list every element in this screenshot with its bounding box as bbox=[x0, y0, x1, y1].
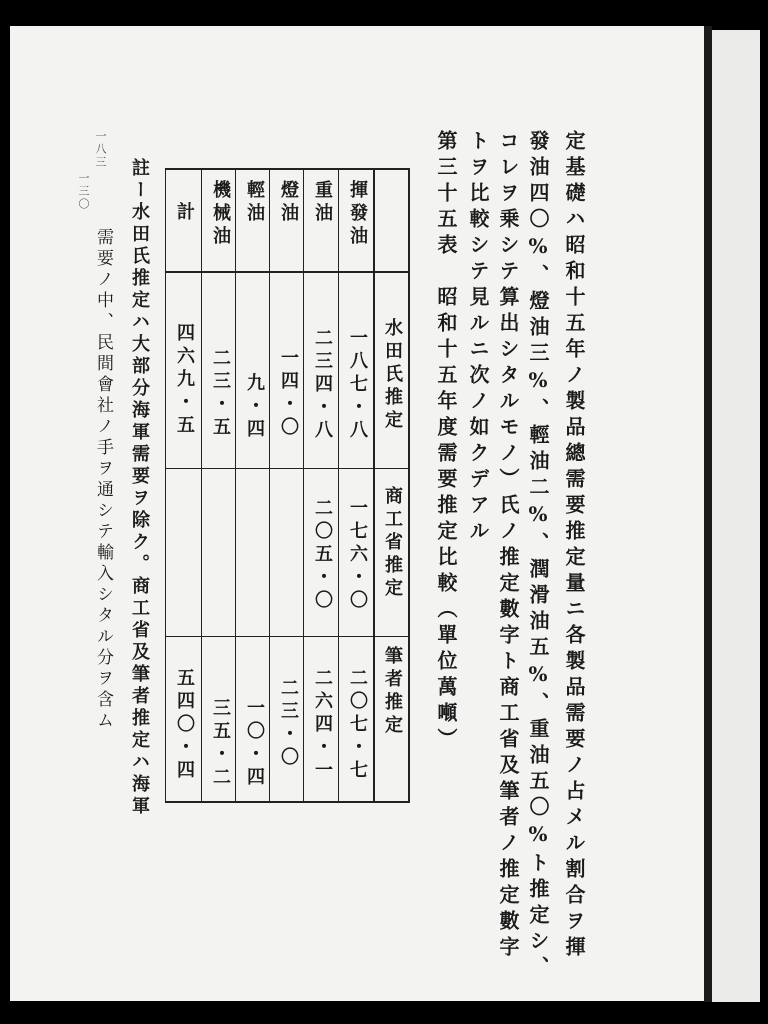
note-line-2: 需要ノ中、民間會社ノ手ヲ通シテ輸入シタル分ヲ含ム bbox=[93, 228, 113, 732]
row-separator bbox=[373, 168, 375, 803]
cell-heavy-oil-mizuta: 二三四・八 bbox=[312, 328, 333, 443]
column-header-author: 筆者推定 bbox=[382, 646, 403, 738]
cell-heavy-oil-shokosho: 二〇五・〇 bbox=[312, 498, 333, 613]
row-separator bbox=[269, 168, 270, 803]
row-label-gasoline: 揮發油 bbox=[347, 180, 368, 249]
cell-light-oil-author: 一〇・四 bbox=[244, 698, 265, 790]
row-label-total: 計 bbox=[174, 202, 195, 225]
column-header-mizuta: 水田氏推定 bbox=[382, 318, 403, 433]
body-line-3: コレヲ乗シテ算出シタルモノ）氏ノ推定數字ト商工省及筆者ノ推定數字 bbox=[496, 130, 520, 962]
note-line-1: 註ー水田氏推定ハ大部分海軍需要ヲ除ク。商工省及筆者推定ハ海軍 bbox=[129, 158, 150, 818]
body-line-1: 定基礎ハ昭和十五年ノ製品總需要推定量ニ各製品需要ノ占メル割合ヲ揮 bbox=[562, 130, 586, 962]
book-spine bbox=[704, 26, 712, 1002]
cell-gasoline-author: 二〇七・七 bbox=[347, 668, 368, 783]
row-label-machine-oil: 機械油 bbox=[210, 180, 231, 249]
cell-machine-oil-mizuta: 二三・五 bbox=[210, 348, 231, 440]
column-separator bbox=[165, 636, 410, 637]
cell-light-oil-mizuta: 九・四 bbox=[244, 373, 265, 442]
cell-gasoline-shokosho: 一七六・〇 bbox=[347, 498, 368, 613]
body-line-4: トヲ比較シテ見ルニ次ノ如クデアル bbox=[466, 130, 490, 546]
row-separator bbox=[338, 168, 339, 803]
cell-kerosene-mizuta: 一四・〇 bbox=[278, 348, 299, 440]
table-title: 第三十五表 昭和十五年度需要推定比較（單位萬噸） bbox=[434, 130, 458, 754]
table-border-left bbox=[165, 168, 166, 803]
row-label-kerosene: 燈油 bbox=[278, 180, 299, 226]
row-separator bbox=[201, 168, 202, 803]
row-label-light-oil: 輕油 bbox=[244, 180, 265, 226]
next-page-edge bbox=[712, 30, 760, 1002]
margin-mark: 一三〇 bbox=[77, 172, 90, 211]
cell-total-author: 五四〇・四 bbox=[174, 668, 195, 783]
cell-gasoline-mizuta: 一八七・八 bbox=[347, 328, 368, 443]
table-border-right bbox=[408, 168, 410, 803]
comparison-table bbox=[165, 168, 410, 803]
cell-total-mizuta: 四六九・五 bbox=[174, 323, 195, 438]
cell-machine-oil-author: 三五・二 bbox=[210, 698, 231, 790]
row-separator bbox=[235, 168, 236, 803]
cell-kerosene-author: 二三・〇 bbox=[278, 678, 299, 770]
row-separator bbox=[303, 168, 304, 803]
body-line-2: 發油四〇%、燈油三%、輕油二%、潤滑油五%、重油五〇%ト推定シ、 bbox=[526, 130, 550, 982]
column-header-shokosho: 商工省推定 bbox=[382, 486, 403, 601]
cell-heavy-oil-author: 二六四・一 bbox=[312, 668, 333, 783]
margin-mark: 一八三 bbox=[94, 130, 107, 169]
column-separator bbox=[165, 468, 410, 469]
row-label-heavy-oil: 重油 bbox=[312, 180, 333, 226]
